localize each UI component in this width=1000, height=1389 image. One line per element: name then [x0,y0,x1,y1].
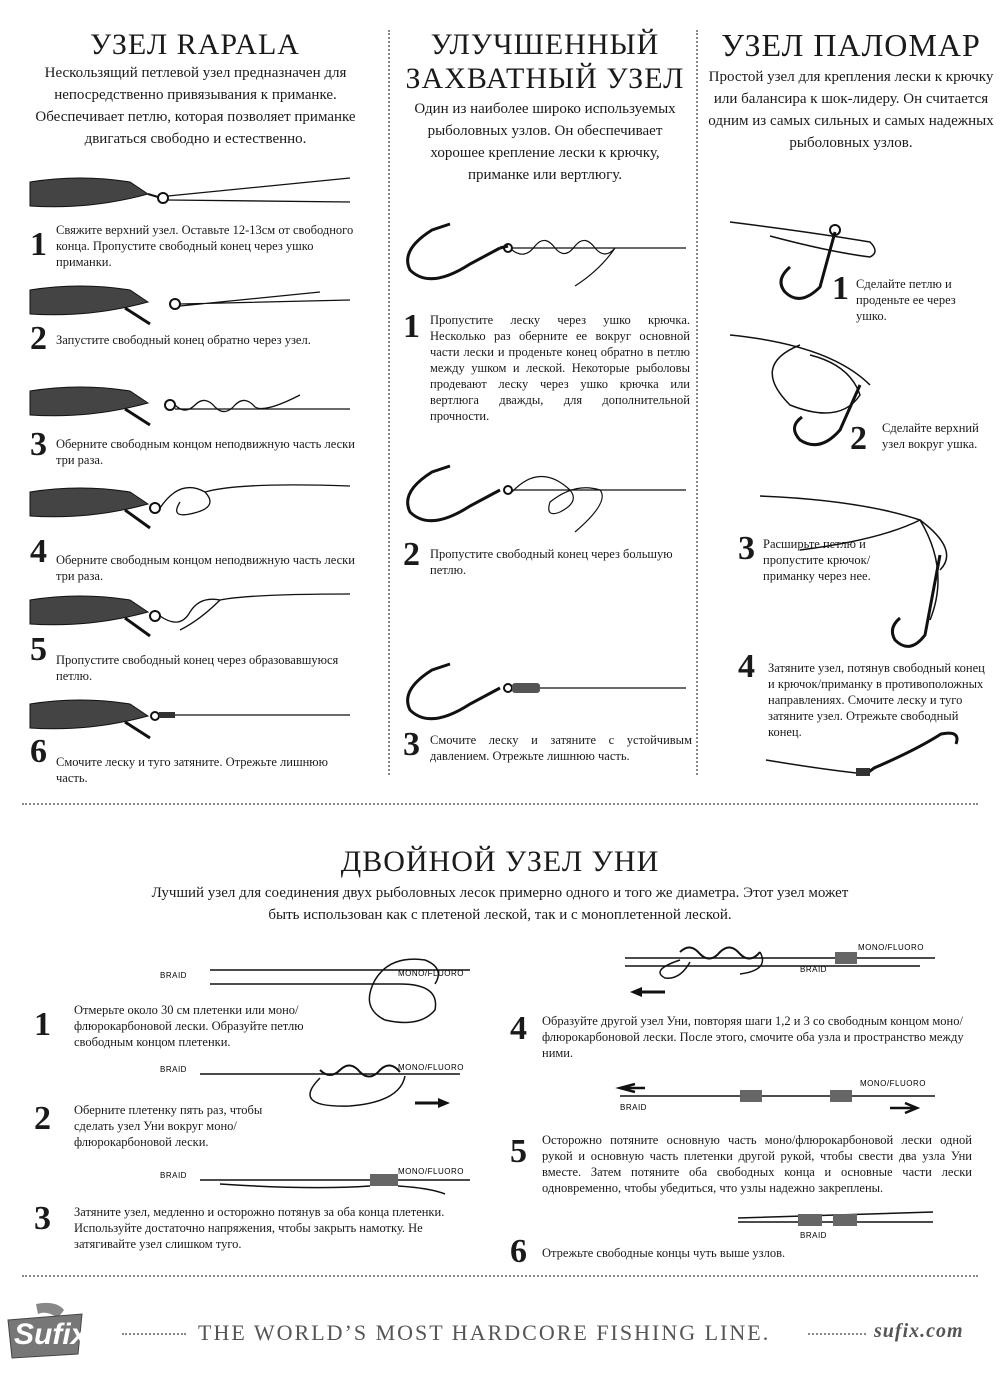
footer-tagline: THE WORLD’S MOST HARDCORE FISHING LINE. [198,1320,771,1345]
uni-step3-number: 3 [34,1200,51,1237]
palomar-step1-number: 1 [832,270,849,307]
rapala-step3-number: 3 [30,426,47,463]
improved-intro: Один из наиболее широко используемых рыболовных узлов. Он обеспечивает хорошее крепление лески к крючку, приманке или вертлюгу. [414,101,676,183]
uni-step4-number: 4 [510,1010,527,1047]
rapala-step1-number: 1 [30,226,47,263]
rapala-step3-text: Оберните свободным концом неподвижную часть лески три раза. [56,437,355,467]
uni-step4-illustration [620,940,940,1000]
palomar-step2-number: 2 [850,420,867,457]
sufix-logo-text: Sufix [14,1318,88,1351]
uni-step5-text: Осторожно потяните основную часть моно/флюрокарбоновой лески одной рукой и основную часть плетенки другой рукой, чтобы свести два узла Уни вместе. Затем потяните оба свободных конца и основные части лески одновременно, чтобы убедиться, что узлы надежно закреплены. [542,1133,972,1195]
improved-step1-illustration [400,220,690,290]
palomar-step1-text: Сделайте петлю и проденьте ее через ушко. [856,277,956,323]
uni-step3-illustration [160,1162,480,1202]
rapala-step6-text: Смочите леску и туго затяните. Отрежьте лишнюю часть. [56,755,328,785]
improved-step3-number: 3 [403,726,420,763]
rapala-step5-number: 5 [30,631,47,668]
rapala-step2-text: Запустите свободный конец обратно через узел. [56,333,311,347]
column-divider-left [388,30,390,775]
braid-label: BRAID [620,1103,647,1112]
uni-step3-text: Затяните узел, медленно и осторожно потянув за оба конца плетенки. Используйте достаточно напряжения, чтобы закрыть намотку. Не затягивайте узел слишком туго. [74,1205,445,1251]
improved-step3-illustration [400,660,690,730]
improved-step2-illustration [400,462,690,532]
rapala-title: УЗЕЛ RAPALA [90,28,300,61]
footer-dots-left [122,1333,186,1335]
improved-title-line1: УЛУЧШЕННЫЙ [430,28,660,61]
uni-step1-text: Отмерьте около 30 см плетенки или моно/флюрокарбоновой лески. Образуйте петлю свободным концом плетенки. [74,1003,304,1049]
palomar-title: УЗЕЛ ПАЛОМАР [721,27,981,63]
braid-label: BRAID [160,1065,187,1074]
palomar-intro: Простой узел для крепления лески к крючку или балансира к шок-лидеру. Он считается одним из самых сильных и самых надежных рыболовных узлов. [708,69,994,151]
braid-label: BRAID [800,1231,827,1240]
column-divider-right [696,30,698,775]
rapala-step4-illustration [30,478,360,538]
rapala-step6-illustration [30,696,360,744]
improved-step1-number: 1 [403,308,420,345]
rapala-step6-number: 6 [30,733,47,770]
mono-label: MONO/FLUORO [398,969,464,978]
sufix-logo [6,1300,86,1360]
uni-intro: Лучший узел для соединения двух рыболовных лесок примерно одного и того же диаметра. Этот узел может быть использован как с плетеной леской, так и с моноплетенной леской. [151,885,849,923]
palomar-step3-number: 3 [738,530,755,567]
uni-step5-number: 5 [510,1133,527,1170]
uni-step1-number: 1 [34,1006,51,1043]
rapala-step1-text: Свяжите верхний узел. Оставьте 12-13см от свободного конца. Пропустите свободный конец через ушко приманки. [56,223,354,269]
uni-title: ДВОЙНОЙ УЗЕЛ УНИ [340,845,660,878]
footer-site-link[interactable]: sufix.com [874,1320,964,1342]
improved-step3-text: Смочите леску и затяните с устойчивым давлением. Отрежьте лишнюю часть. [430,733,692,763]
mono-label: MONO/FLUORO [860,1079,926,1088]
uni-step2-number: 2 [34,1100,51,1137]
palomar-step3-text: Расширьте петлю и пропустите крючок/приманку через нее. [763,537,871,583]
section-divider [22,803,978,805]
rapala-step5-illustration [30,590,360,645]
uni-step6-number: 6 [510,1233,527,1270]
improved-step2-number: 2 [403,536,420,573]
uni-step5-illustration [615,1070,940,1120]
rapala-step2-number: 2 [30,320,47,357]
palomar-step4-illustration [766,730,976,780]
mono-label: MONO/FLUORO [398,1167,464,1176]
rapala-step1-illustration [30,172,360,220]
improved-step1-text: Пропустите леску через ушко крючка. Несколько раз оберните ее вокруг основной части лески и проденьте конец обратно в петлю между ушком и леской. Некоторые рыболовы продевают леску через ушко крючка или вертлюга дважды, для дополнительной прочности. [430,313,690,423]
palomar-step4-number: 4 [738,648,755,685]
braid-label: BRAID [160,1171,187,1180]
rapala-step2-illustration [30,282,360,330]
mono-label: MONO/FLUORO [398,1063,464,1072]
braid-label: BRAID [160,971,187,980]
rapala-step4-number: 4 [30,533,47,570]
palomar-step4-text: Затяните узел, потянув свободный конец и крючок/приманку в противоположных направлениях. Смочите леску и туго затяните узел. Отрежьте свободный конец. [768,661,985,739]
uni-step4-text: Образуйте другой узел Уни, повторяя шаги 1,2 и 3 со свободным концом моно/флюрокарбоновой лески. После этого, смочите оба узла и пространство между ними. [542,1014,964,1060]
mono-label: MONO/FLUORO [858,943,924,952]
uni-step6-illustration [738,1206,938,1242]
rapala-step4-text: Оберните свободным концом неподвижную часть лески три раза. [56,553,355,583]
uni-step6-text: Отрежьте свободные концы чуть выше узлов. [542,1246,786,1260]
braid-label: BRAID [800,965,827,974]
improved-title-line2: ЗАХВАТНЫЙ УЗЕЛ [405,62,685,95]
uni-step2-text: Оберните плетенку пять раз, чтобы сделать узел Уни вокруг моно/флюрокарбоновой лески. [74,1103,263,1149]
rapala-step5-text: Пропустите свободный конец через образовавшуюся петлю. [56,653,339,683]
footer-dots-right [808,1333,866,1335]
footer-divider [22,1275,978,1277]
palomar-step2-text: Сделайте верхний узел вокруг ушка. [882,421,979,451]
rapala-intro: Нескользящий петлевой узел предназначен для непосредственно привязывания к приманке. Обеспечивает петлю, которая позволяет приманке двигаться свободно и естественно. [35,65,356,147]
rapala-step3-illustration [30,383,360,431]
improved-step2-text: Пропустите свободный конец через большую петлю. [430,547,673,577]
